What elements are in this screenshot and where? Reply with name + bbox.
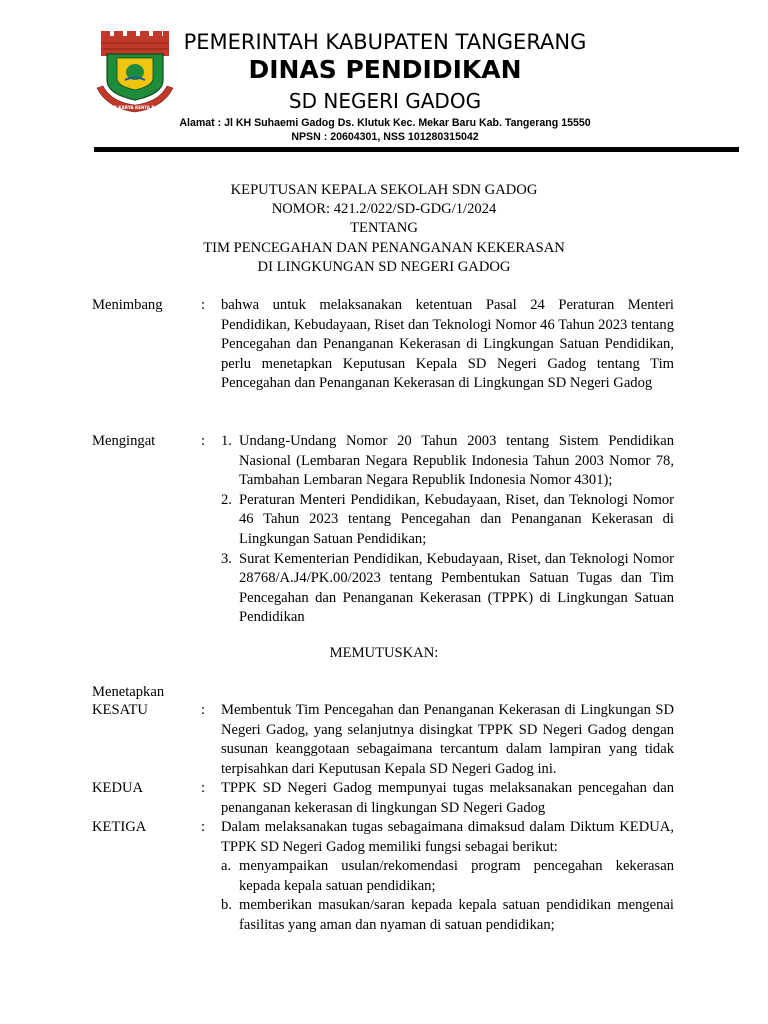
mengingat-label: Mengingat bbox=[92, 433, 156, 449]
mengingat-item bbox=[221, 432, 674, 491]
ketiga-item bbox=[221, 896, 674, 935]
header-government-name: PEMERINTAH KABUPATEN TANGERANG bbox=[183, 30, 587, 54]
decree-subject-line2: DI LINGKUNGAN SD NEGERI GADOG bbox=[257, 259, 511, 275]
kesatu-colon: : bbox=[201, 702, 206, 718]
kedua-label: KEDUA bbox=[92, 780, 144, 796]
mengingat-colon: : bbox=[201, 433, 206, 449]
menetapkan-label: Menetapkan bbox=[92, 684, 165, 700]
decree-subject-line1: TIM PENCEGAHAN DAN PENANGANAN KEKERASAN bbox=[203, 240, 565, 256]
ketiga-text: Dalam melaksanakan tugas sebagaimana dimaksud dalam Diktum KEDUA, TPPK SD Negeri Gadog memiliki fungsi sebagai berikut: bbox=[221, 819, 674, 855]
mengingat-list bbox=[221, 432, 674, 628]
ketiga-item-letter: b. bbox=[221, 897, 232, 914]
menimbang-colon: : bbox=[201, 297, 206, 313]
mengingat-item-text: Peraturan Menteri Pendidikan, Kebudayaan, Riset, dan Teknologi Nomor 46 Tahun 2023 tentang Pencegahan dan Penanganan Kekerasan di Lingkungan Satuan Pendidikan; bbox=[239, 491, 674, 547]
decree-title: KEPUTUSAN KEPALA SEKOLAH SDN GADOG bbox=[230, 182, 538, 198]
menimbang-label: Menimbang bbox=[92, 297, 163, 313]
mengingat-item-number: 1. bbox=[221, 433, 232, 449]
ketiga-item-text: memberikan masukan/saran kepada kepala satuan pendidikan mengenai fasilitas yang aman dan nyaman di satuan pendidikan; bbox=[239, 897, 674, 933]
ketiga-item-text: menyampaikan usulan/rekomendasi program pencegahan kekerasan kepada kepala satuan pendidikan; bbox=[239, 858, 674, 894]
decree-tentang: TENTANG bbox=[350, 220, 418, 236]
menimbang-text: bahwa untuk melaksanakan ketentuan Pasal 24 Peraturan Menteri Pendidikan, Kebudayaan, Riset dan Teknologi Nomor 46 Tahun 2023 tentang Pencegahan dan Penanganan Kekerasan di Lingkungan Satuan Pendidikan, perlu menetapkan Keputusan Kepala SD Negeri Gadog tentang Tim Pencegahan dan Penanganan Kekerasan di Lingkungan SD Negeri Gadog bbox=[221, 297, 674, 392]
ketiga-colon: : bbox=[201, 819, 206, 835]
memutuskan-heading: MEMUTUSKAN: bbox=[329, 645, 439, 661]
mengingat-item-number: 2. bbox=[221, 491, 232, 508]
kesatu-label: KESATU bbox=[92, 702, 148, 718]
kesatu-text: Membentuk Tim Pencegahan dan Penanganan Kekerasan di Lingkungan SD Negeri Gadog, yang selanjutnya disingkat TPPK SD Negeri Gadog dengan susunan keanggotaan sebagaimana tercantum dalam lampiran yang tidak terpisahkan dari Keputusan Kepala SD Negeri Gadog ini. bbox=[221, 702, 674, 777]
mengingat-item-text: Surat Kementerian Pendidikan, Kebudayaan, Riset, dan Teknologi Nomor 28768/A.J4/PK.00/2023 tentang Pembentukan Satuan Tugas dan Tim Pencegahan dan Penanganan Kekerasan (TPPK) di Lingkungan Satuan Pendidikan bbox=[239, 550, 674, 626]
mengingat-item bbox=[221, 491, 674, 550]
header-school-name: SD NEGERI GADOG bbox=[288, 89, 482, 113]
svg-text:AKHLAQ KARYA KERTA RAHARJA: AKHLAQ KARYA KERTA RAHARJA bbox=[97, 105, 173, 110]
mengingat-item-text: Undang-Undang Nomor 20 Tahun 2003 tentang Sistem Pendidikan Nasional (Lembaran Negara Republik Indonesia Tahun 2003 Nomor 78, Tambahan Lembaran Negara Republik Indonesia Nomor 4301); bbox=[239, 433, 674, 489]
header-department-name: DINAS PENDIDIKAN bbox=[248, 55, 522, 84]
decree-number: NOMOR: 421.2/022/SD-GDG/1/2024 bbox=[271, 201, 497, 217]
ketiga-label: KETIGA bbox=[92, 819, 147, 835]
kedua-text: TPPK SD Negeri Gadog mempunyai tugas melaksanakan pencegahan dan penanganan kekerasan di lingkungan SD Negeri Gadog bbox=[221, 780, 674, 816]
letterhead-divider bbox=[94, 147, 739, 152]
mengingat-item bbox=[221, 550, 674, 628]
ketiga-block bbox=[221, 818, 674, 936]
ketiga-item bbox=[221, 857, 674, 896]
kedua-colon: : bbox=[201, 780, 206, 796]
header-address: Alamat : Jl KH Suhaemi Gadog Ds. Klutuk Kec. Mekar Baru Kab. Tangerang 15550 bbox=[179, 117, 591, 129]
mengingat-item-number: 3. bbox=[221, 550, 232, 567]
header-npsn: NPSN : 20604301, NSS 101280315042 bbox=[291, 131, 479, 143]
ketiga-item-letter: a. bbox=[221, 858, 232, 875]
